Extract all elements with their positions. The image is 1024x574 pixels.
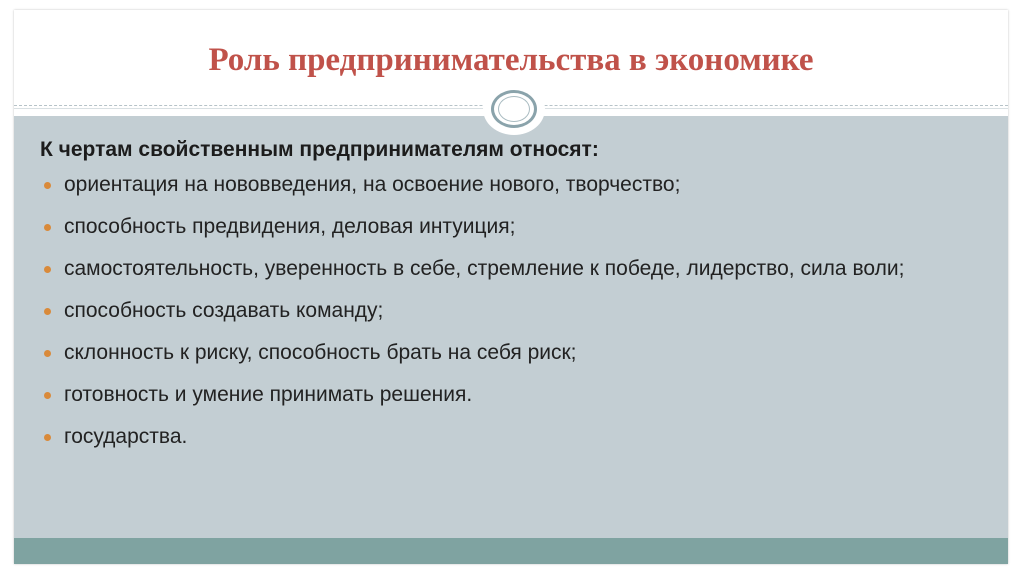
bullet-dot-icon xyxy=(44,350,51,357)
footer-bar xyxy=(14,538,1008,564)
slide-title: Роль предпринимательства в экономике xyxy=(208,42,814,78)
slide-content xyxy=(40,138,990,464)
ring-ornament-inner xyxy=(498,96,530,122)
bullet-dot-icon xyxy=(44,392,51,399)
list-item-text: склонность к риску, способность брать на себя риск; xyxy=(64,341,577,364)
list-item xyxy=(40,170,990,200)
list-item-text: способность создавать команду; xyxy=(64,299,384,322)
list-item xyxy=(40,212,990,242)
list-item xyxy=(40,422,990,452)
list-item-text: самостоятельность, уверенность в себе, стремление к победе, лидерство, сила воли; xyxy=(64,257,905,280)
slide xyxy=(14,10,1008,564)
list-item xyxy=(40,338,990,368)
list-item xyxy=(40,254,990,284)
bullet-dot-icon xyxy=(44,434,51,441)
bullet-dot-icon xyxy=(44,308,51,315)
bullet-list xyxy=(40,170,990,452)
list-item xyxy=(40,380,990,410)
bullet-dot-icon xyxy=(44,266,51,273)
list-item-text: ориентация на нововведения, на освоение нового, творчество; xyxy=(64,173,681,196)
bullet-dot-icon xyxy=(44,182,51,189)
list-item xyxy=(40,296,990,326)
list-item-text: способность предвидения, деловая интуиция; xyxy=(64,215,516,238)
list-heading: К чертам свойственным предпринимателям относят: xyxy=(40,138,599,161)
list-item-text: государства. xyxy=(64,425,188,448)
bullet-dot-icon xyxy=(44,224,51,231)
list-item-text: готовность и умение принимать решения. xyxy=(64,383,473,406)
